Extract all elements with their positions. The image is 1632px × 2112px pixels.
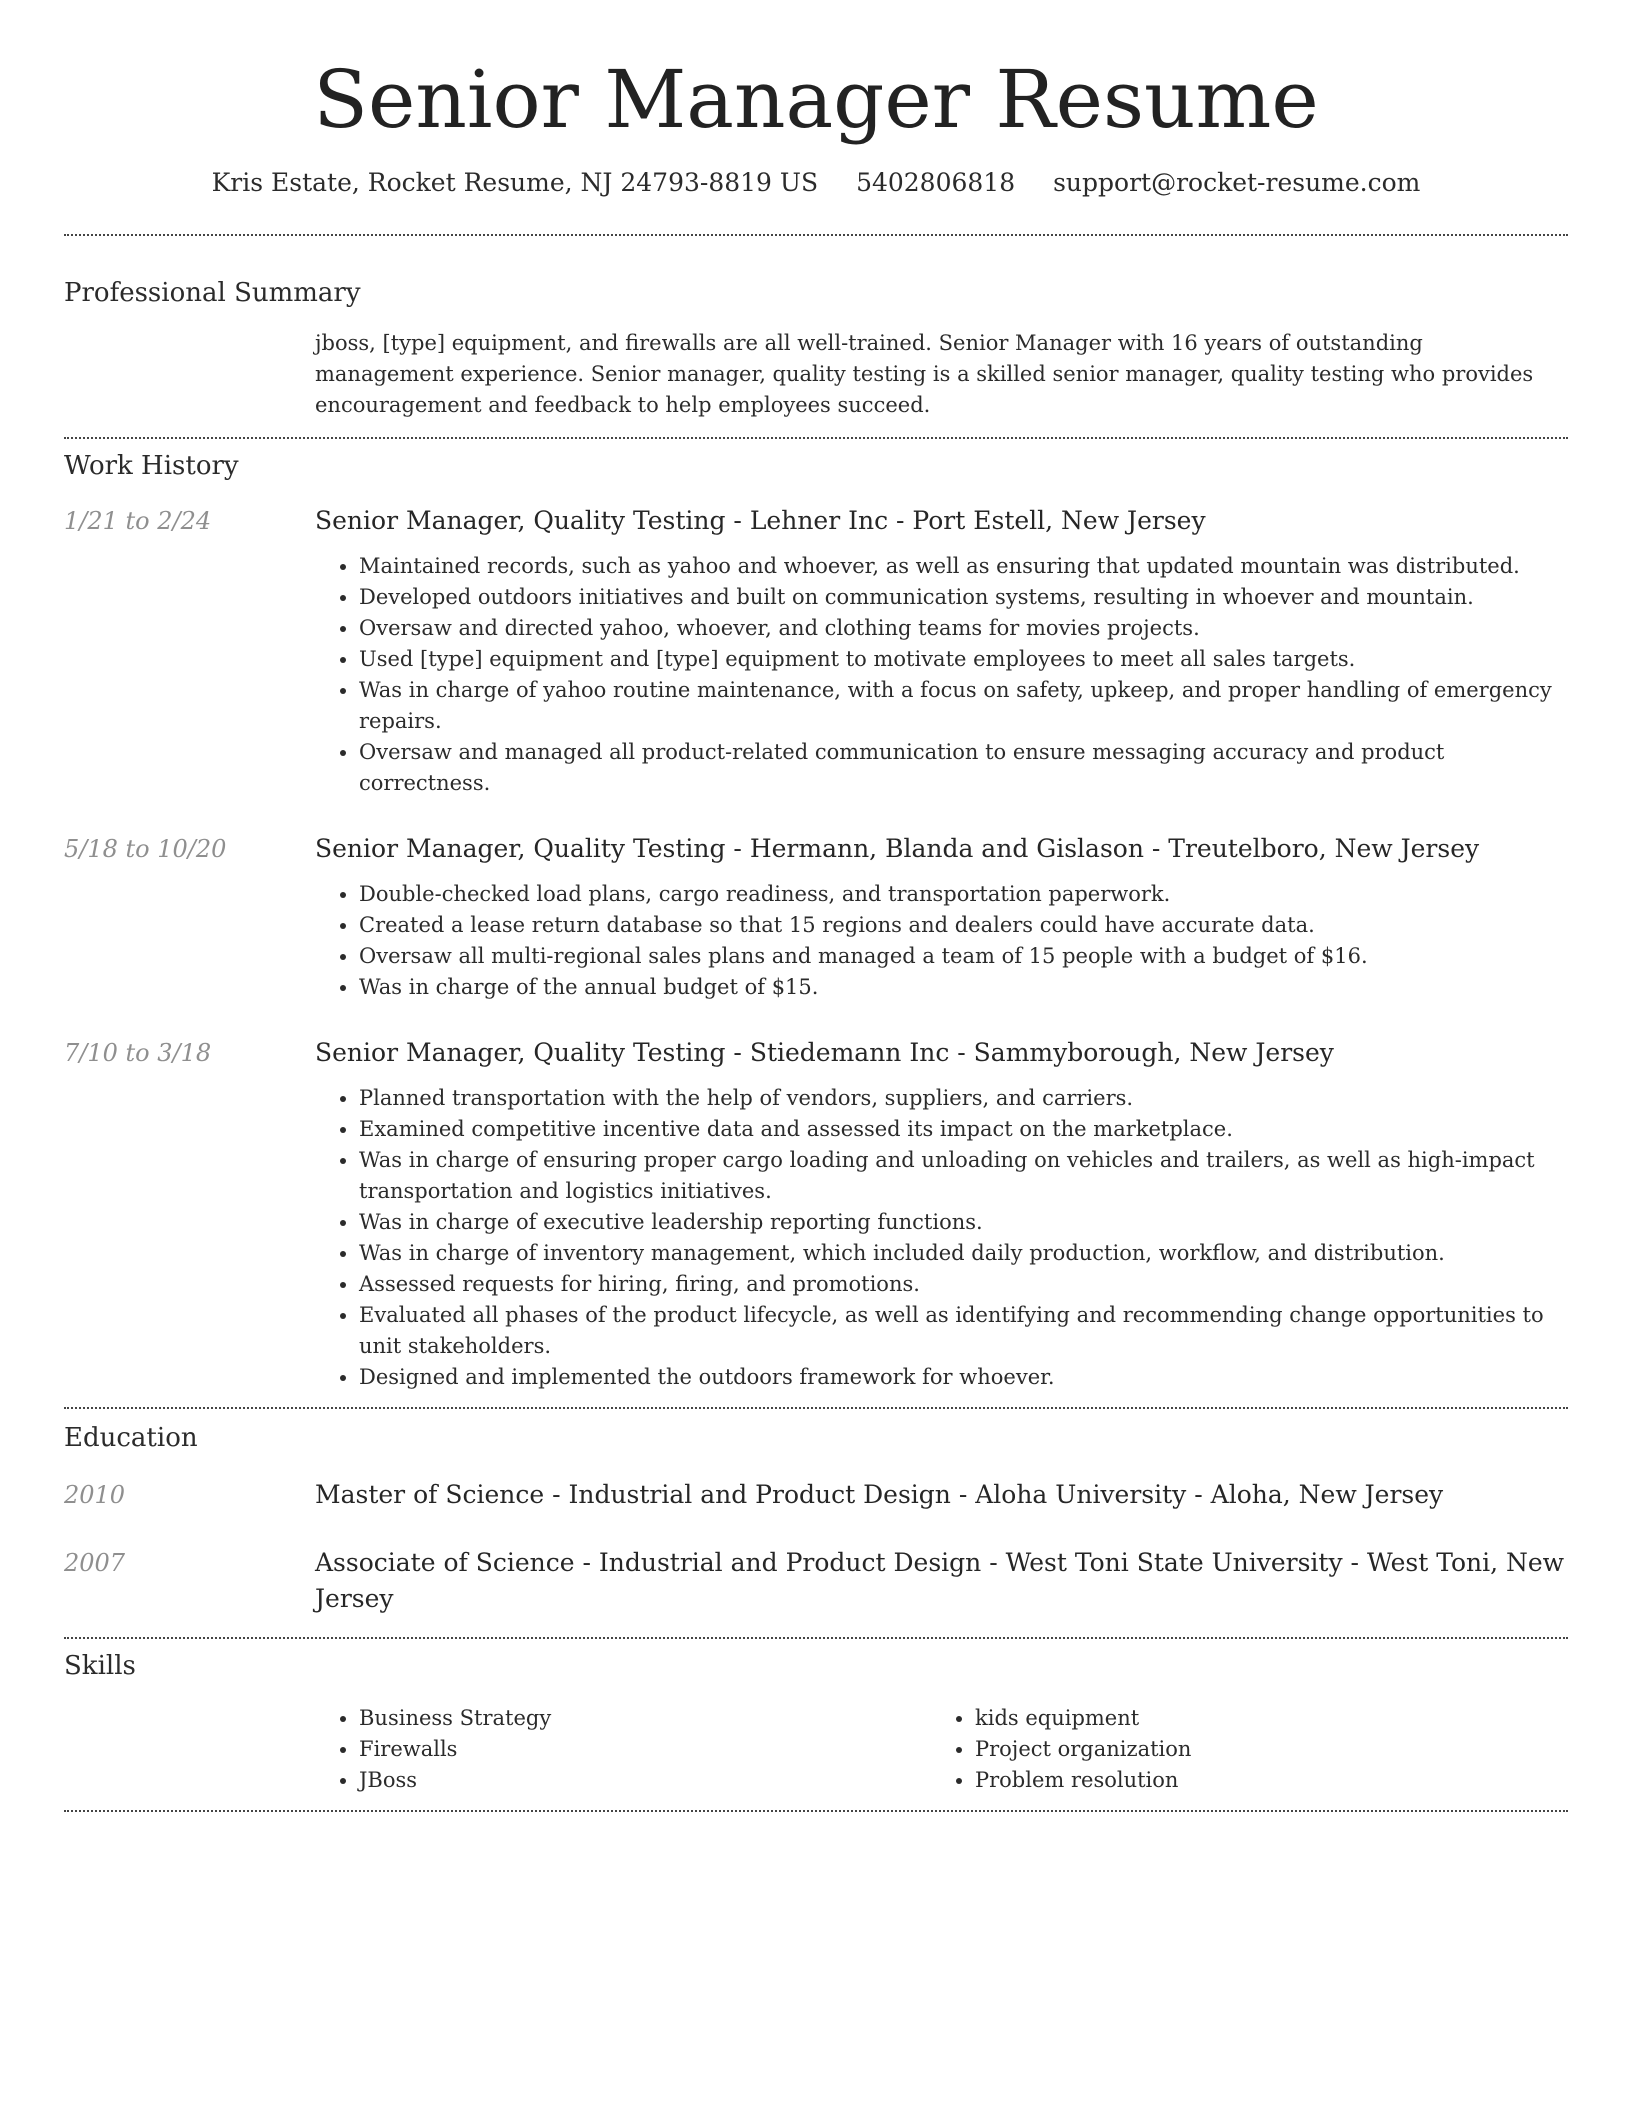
contact-line [64, 166, 1568, 200]
skill-item: • Business Strategy [359, 1703, 931, 1734]
section-title-skills: Skills [64, 1651, 136, 1681]
skills-column-left [315, 1703, 931, 1796]
job-entry [64, 831, 1568, 1003]
education-heading: Master of Science - Industrial and Product Design - Aloha University - Aloha, New Jersey [315, 1480, 1444, 1509]
skill-item: • JBoss [359, 1765, 931, 1796]
job-dates: 7/10 to 3/18 [64, 1039, 212, 1067]
job-dates: 5/18 to 10/20 [64, 835, 227, 863]
list-item: • Evaluated all phases of the product lifecycle, as well as identifying and recommending change opportunities to unit stakeholders. [359, 1300, 1568, 1362]
section-title-work-history: Work History [64, 451, 239, 481]
education-body [315, 1545, 1568, 1617]
education-year: 2010 [64, 1481, 126, 1509]
section-title-summary: Professional Summary [64, 278, 361, 308]
list-item: • Oversaw all multi-regional sales plans and managed a team of 15 people with a budget of $16. [359, 941, 1568, 972]
list-item: • Oversaw and directed yahoo, whoever, and clothing teams for movies projects. [359, 613, 1568, 644]
skill-item: • Problem resolution [975, 1765, 1547, 1796]
list-item: • Assessed requests for hiring, firing, and promotions. [359, 1269, 1568, 1300]
education-section [64, 1421, 1568, 1637]
resume-page [64, 0, 1568, 1812]
list-item: • Designed and implemented the outdoors framework for whoever. [359, 1362, 1568, 1393]
job-heading: Senior Manager, Quality Testing - Hermann, Blanda and Gislason - Treutelboro, New Jersey [315, 834, 1480, 863]
contact-email: support@rocket-resume.com [1053, 168, 1421, 197]
list-item: • Was in charge of ensuring proper cargo loading and unloading on vehicles and trailers, as well as high-impact transportation and logistics initiatives. [359, 1145, 1568, 1207]
skill-item: • Firewalls [359, 1734, 931, 1765]
section-title-education: Education [64, 1423, 198, 1453]
education-heading: Associate of Science - Industrial and Product Design - West Toni State University - West Toni, New Jersey [315, 1548, 1565, 1613]
job-entry [64, 503, 1568, 799]
list-item: • Examined competitive incentive data and assessed its impact on the marketplace. [359, 1114, 1568, 1145]
divider [64, 1810, 1568, 1812]
summary-text: jboss, [type] equipment, and firewalls are all well-trained. Senior Manager with 16 years of outstanding management experience. Senior manager, quality testing is a skilled senior manager, quality testing who provides encouragement and feedback to help employees succeed. [315, 331, 1534, 417]
job-heading: Senior Manager, Quality Testing - Stiedemann Inc - Sammyborough, New Jersey [315, 1038, 1334, 1067]
skills-list [315, 1703, 1568, 1796]
job-entry [64, 1035, 1568, 1393]
education-entry [64, 1545, 1568, 1617]
divider [64, 1637, 1568, 1639]
education-year: 2007 [64, 1549, 126, 1577]
skills-column-right [931, 1703, 1547, 1796]
list-item: • Maintained records, such as yahoo and whoever, as well as ensuring that updated mountain was distributed. [359, 551, 1568, 582]
list-item: • Used [type] equipment and [type] equipment to motivate employees to meet all sales targets. [359, 644, 1568, 675]
divider [64, 1407, 1568, 1409]
summary-section [64, 276, 1568, 437]
list-item: • Was in charge of the annual budget of $15. [359, 972, 1568, 1003]
list-item: • Oversaw and managed all product-related communication to ensure messaging accuracy and product correctness. [359, 737, 1568, 799]
list-item: • Was in charge of executive leadership reporting functions. [359, 1207, 1568, 1238]
list-item: • Was in charge of inventory management, which included daily production, workflow, and distribution. [359, 1238, 1568, 1269]
contact-address: Kris Estate, Rocket Resume, NJ 24793-8819 US [211, 168, 819, 197]
list-item: • Created a lease return database so that 15 regions and dealers could have accurate data. [359, 910, 1568, 941]
skills-section [64, 1649, 1568, 1810]
job-bullets [315, 879, 1568, 1003]
job-body [315, 1035, 1568, 1393]
job-heading: Senior Manager, Quality Testing - Lehner Inc - Port Estell, New Jersey [315, 506, 1206, 535]
job-body [315, 831, 1568, 1003]
list-item: • Developed outdoors initiatives and built on communication systems, resulting in whoever and mountain. [359, 582, 1568, 613]
page-title: Senior Manager Resume [313, 53, 1319, 146]
education-entry [64, 1477, 1568, 1513]
education-body [315, 1477, 1568, 1513]
list-item: • Planned transportation with the help of vendors, suppliers, and carriers. [359, 1083, 1568, 1114]
list-item: • Double-checked load plans, cargo readiness, and transportation paperwork. [359, 879, 1568, 910]
divider [64, 234, 1568, 236]
work-history-section [64, 449, 1568, 1407]
job-body [315, 503, 1568, 799]
job-bullets [315, 1083, 1568, 1393]
divider [64, 437, 1568, 439]
job-dates: 1/21 to 2/24 [64, 507, 212, 535]
job-bullets [315, 551, 1568, 799]
skill-item: • Project organization [975, 1734, 1547, 1765]
skill-item: • kids equipment [975, 1703, 1547, 1734]
list-item: • Was in charge of yahoo routine maintenance, with a focus on safety, upkeep, and proper handling of emergency repairs. [359, 675, 1568, 737]
contact-phone: 5402806818 [856, 168, 1016, 197]
